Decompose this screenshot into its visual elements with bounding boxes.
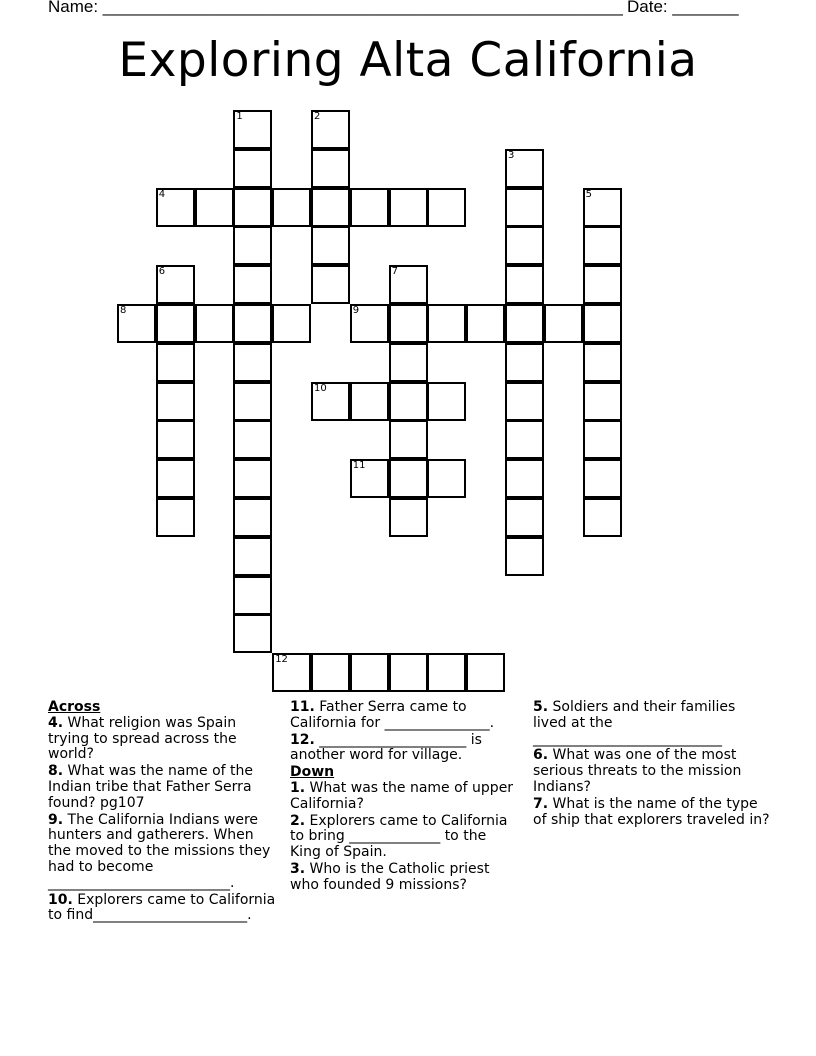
- grid-cell[interactable]: [156, 498, 195, 537]
- grid-cell[interactable]: [427, 188, 466, 227]
- cell-number: 9: [352, 305, 360, 316]
- clue-down-5: 5. Soldiers and their families lived at the ___________________________: [533, 699, 736, 747]
- cell-number: 6: [158, 266, 166, 278]
- grid-cell[interactable]: [427, 304, 466, 343]
- grid-cell[interactable]: [272, 188, 311, 227]
- grid-cell[interactable]: [389, 459, 428, 498]
- grid-cell[interactable]: [156, 188, 195, 227]
- grid-cell[interactable]: [311, 188, 350, 227]
- clue-across-9: 9. The California Indians were hunters and gatherers. When the moved to the missions they had to become __________________________.: [48, 811, 271, 891]
- grid-cell[interactable]: [350, 459, 389, 498]
- cell-number: 8: [120, 305, 127, 316]
- grid-cell[interactable]: [311, 149, 350, 188]
- grid-cell[interactable]: [505, 498, 544, 537]
- cell-number: 5: [585, 188, 592, 200]
- grid-cell[interactable]: [233, 420, 272, 459]
- grid-cell[interactable]: [389, 653, 428, 692]
- clue-across-4: 4. What religion was Spain trying to spread across the world?: [48, 714, 237, 763]
- grid-cell[interactable]: [233, 459, 272, 498]
- grid-cell[interactable]: [389, 382, 428, 421]
- grid-cell[interactable]: [505, 343, 544, 382]
- grid-cell[interactable]: [311, 265, 350, 304]
- grid-cell[interactable]: [583, 226, 622, 265]
- clues-column-3: [533, 700, 773, 829]
- grid-cell[interactable]: [583, 265, 622, 304]
- cell-number: 12: [275, 654, 288, 666]
- grid-cell[interactable]: [505, 537, 544, 576]
- cell-number: 1: [236, 111, 243, 122]
- clue-across-12: 12. _____________________ is another word for village.: [290, 731, 482, 764]
- cell-number: 4: [158, 188, 166, 200]
- grid-cell[interactable]: [583, 420, 622, 459]
- grid-cell[interactable]: [233, 382, 272, 421]
- clue-down-1: 1. What was the name of upper California?: [290, 779, 514, 812]
- grid-cell[interactable]: [156, 265, 195, 304]
- grid-cell[interactable]: [233, 498, 272, 537]
- grid-cell[interactable]: [233, 537, 272, 576]
- grid-cell[interactable]: [583, 382, 622, 421]
- grid-cell[interactable]: [389, 304, 428, 343]
- date-field-label: Date: _______: [627, 0, 739, 16]
- grid-cell[interactable]: [233, 149, 272, 188]
- grid-cell[interactable]: [427, 653, 466, 692]
- grid-cell[interactable]: [466, 653, 505, 692]
- grid-cell[interactable]: [233, 188, 272, 227]
- grid-cell[interactable]: [350, 653, 389, 692]
- grid-cell[interactable]: [389, 188, 428, 227]
- grid-cell[interactable]: [311, 382, 350, 421]
- grid-cell[interactable]: [583, 304, 622, 343]
- cell-number: 7: [391, 266, 398, 278]
- clue-down-6: 6. What was one of the most serious threats to the mission Indians?: [533, 747, 742, 795]
- grid-cell[interactable]: [389, 498, 428, 537]
- grid-cell[interactable]: [233, 614, 272, 653]
- grid-cell[interactable]: [583, 459, 622, 498]
- grid-cell[interactable]: [156, 343, 195, 382]
- page-title: Exploring Alta California: [118, 33, 698, 88]
- grid-cell[interactable]: [233, 226, 272, 265]
- grid-cell[interactable]: [466, 304, 505, 343]
- grid-cell[interactable]: [583, 343, 622, 382]
- grid-cell[interactable]: [505, 382, 544, 421]
- grid-cell[interactable]: [195, 304, 234, 343]
- grid-cell[interactable]: [233, 110, 272, 149]
- down-heading: Down: [290, 764, 335, 781]
- grid-cell[interactable]: [117, 304, 156, 343]
- cell-number: 2: [314, 111, 321, 122]
- clue-across-8: 8. What was the name of the Indian tribe that Father Serra found? pg107: [48, 763, 254, 811]
- grid-cell[interactable]: [156, 420, 195, 459]
- grid-cell[interactable]: [505, 304, 544, 343]
- grid-cell[interactable]: [427, 382, 466, 421]
- grid-cell[interactable]: [233, 576, 272, 615]
- name-field-label: Name: _______________________________________________________: [48, 0, 623, 16]
- grid-cell[interactable]: [233, 343, 272, 382]
- grid-cell[interactable]: [233, 304, 272, 343]
- clue-down-3: 3. Who is the Catholic priest who founded 9 missions?: [290, 860, 490, 893]
- grid-cell[interactable]: [311, 226, 350, 265]
- clues-column-2: [290, 700, 520, 895]
- grid-cell[interactable]: [350, 382, 389, 421]
- grid-cell[interactable]: [505, 149, 544, 188]
- grid-cell[interactable]: [311, 653, 350, 692]
- cell-number: 11: [352, 460, 366, 472]
- grid-cell[interactable]: [389, 265, 428, 304]
- grid-cell[interactable]: [389, 343, 428, 382]
- grid-cell[interactable]: [505, 188, 544, 227]
- cell-number: 10: [314, 382, 327, 394]
- across-heading: Across: [48, 699, 101, 715]
- grid-cell[interactable]: [505, 459, 544, 498]
- grid-cell[interactable]: [195, 188, 234, 227]
- grid-cell[interactable]: [505, 226, 544, 265]
- grid-cell[interactable]: [389, 420, 428, 459]
- grid-cell[interactable]: [233, 265, 272, 304]
- grid-cell[interactable]: [272, 653, 311, 692]
- grid-cell[interactable]: [583, 498, 622, 537]
- grid-cell[interactable]: [156, 382, 195, 421]
- grid-cell[interactable]: [427, 459, 466, 498]
- clues-column-1: [48, 700, 278, 925]
- grid-cell[interactable]: [583, 188, 622, 227]
- clue-across-10: 10. Explorers came to California to find______________________.: [48, 891, 276, 924]
- grid-cell[interactable]: [505, 265, 544, 304]
- grid-cell[interactable]: [311, 110, 350, 149]
- grid-cell[interactable]: [544, 304, 583, 343]
- cell-number: 3: [508, 149, 515, 161]
- grid-cell[interactable]: [156, 304, 195, 343]
- grid-cell[interactable]: [350, 304, 389, 343]
- clue-across-11: 11. Father Serra came to California for _______________.: [290, 699, 495, 731]
- clue-down-7: 7. What is the name of the type of ship that explorers traveled in?: [533, 795, 770, 828]
- clue-down-2: 2. Explorers came to California to bring _____________ to the King of Spain.: [290, 812, 508, 861]
- grid-cell[interactable]: [505, 420, 544, 459]
- grid-cell[interactable]: [350, 188, 389, 227]
- grid-cell[interactable]: [156, 459, 195, 498]
- grid-cell[interactable]: [272, 304, 311, 343]
